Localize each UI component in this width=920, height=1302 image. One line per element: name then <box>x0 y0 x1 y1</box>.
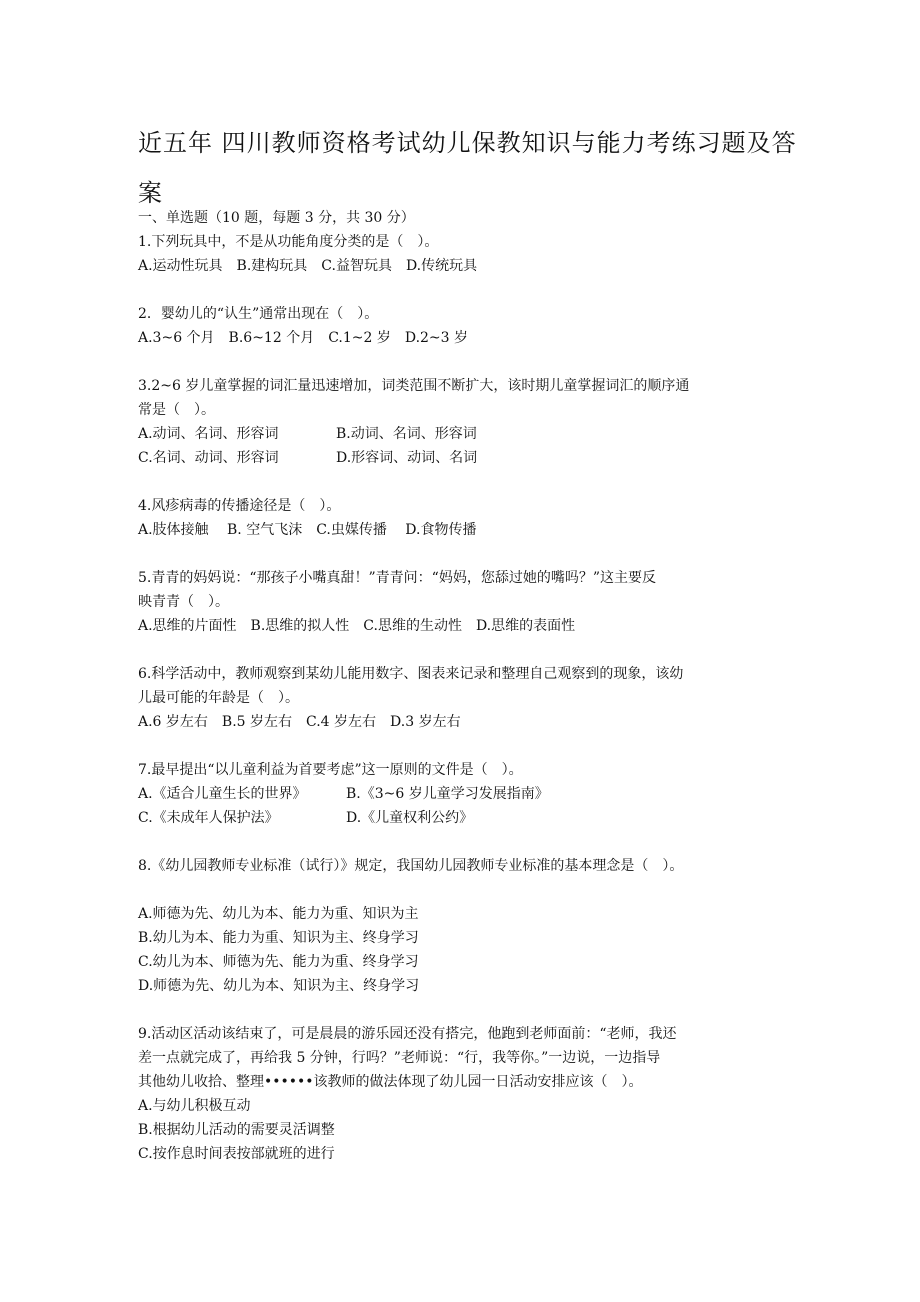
option-b: B.幼儿为本、能力为重、知识为主、终身学习 <box>138 930 419 946</box>
option-b: B.动词、名词、形容词 <box>336 426 477 442</box>
option-c: C.按作息时间表按部就班的进行 <box>138 1146 335 1162</box>
document-title: 近五年 四川教师资格考试幼儿保教知识与能力考练习题及答案 <box>138 129 797 207</box>
question-stem: 7.最早提出“以儿童利益为首要考虑”这一原则的文件是（ ）。 <box>138 762 523 778</box>
question-stem: 1.下列玩具中，不是从功能角度分类的是（ ）。 <box>138 234 439 250</box>
question-options-row <box>138 782 798 806</box>
question-options: A.思维的片面性 B.思维的拟人性 C.思维的生动性 D.思维的表面性 <box>138 618 576 634</box>
option-b: B.《3~6 岁儿童学习发展指南》 <box>346 786 549 802</box>
question-options-row <box>138 446 798 470</box>
section-heading: 一、单选题（10 题，每题 3 分，共 30 分） <box>138 210 415 226</box>
question-stem: 6.科学活动中，教师观察到某幼儿能用数字、图表来记录和整理自己观察到的现象，该幼 <box>138 666 684 682</box>
option-c: C.《未成年人保护法》 <box>138 810 279 826</box>
option-b: B.根据幼儿活动的需要灵活调整 <box>138 1122 335 1138</box>
question-stem: 9.活动区活动该结束了，可是晨晨的游乐园还没有搭完，他跑到老师面前：“老师，我还 <box>138 1026 677 1042</box>
question-options: A.3~6 个月 B.6~12 个月 C.1~2 岁 D.2~3 岁 <box>138 330 469 346</box>
question-options: A.肢体接触 B. 空气飞沫 C.虫媒传播 D.食物传播 <box>138 522 477 538</box>
question-options: A.运动性玩具 B.建构玩具 C.益智玩具 D.传统玩具 <box>138 258 478 274</box>
question-4 <box>138 494 798 542</box>
question-stem: 5.青青的妈妈说：“那孩子小嘴真甜！”青青问：“妈妈，您舔过她的嘴吗？”这主要反 <box>138 570 656 586</box>
question-stem: 差一点就完成了，再给我 5 分钟，行吗？”老师说：“行，我等你。”一边说，一边指导 <box>138 1050 661 1066</box>
question-9 <box>138 1022 798 1166</box>
question-8 <box>138 854 798 998</box>
option-c: C.幼儿为本、师德为先、能力为重、终身学习 <box>138 954 419 970</box>
question-stem: 8.《幼儿园教师专业标准（试行）》规定，我国幼儿园教师专业标准的基本理念是（ ）。 <box>138 858 684 874</box>
question-stem: 3.2~6 岁儿童掌握的词汇量迅速增加，词类范围不断扩大，该时期儿童掌握词汇的顺序通 <box>138 378 690 394</box>
question-2 <box>138 302 798 350</box>
question-3 <box>138 374 798 470</box>
question-stem: 其他幼儿收拾、整理••••••该教师的做法体现了幼儿园一日活动安排应该（ ）。 <box>138 1074 643 1090</box>
question-stem: 4.风疹病毒的传播途径是（ ）。 <box>138 498 341 514</box>
option-d: D.师德为先、幼儿为本、知识为主、终身学习 <box>138 978 420 994</box>
question-stem: 2．婴幼儿的“认生”通常出现在（ ）。 <box>138 306 379 322</box>
question-stem: 儿最可能的年龄是（ ）。 <box>138 690 299 706</box>
option-a: A.师德为先、幼儿为本、能力为重、知识为主 <box>138 906 419 922</box>
question-6 <box>138 662 798 734</box>
option-d: D.《儿童权利公约》 <box>346 810 474 826</box>
option-c: C.名词、动词、形容词 <box>138 450 279 466</box>
option-d: D.形容词、动词、名词 <box>336 450 478 466</box>
option-a: A.与幼儿积极互动 <box>138 1098 251 1114</box>
question-options-row <box>138 806 798 830</box>
option-a: A.《适合儿童生长的世界》 <box>138 786 307 802</box>
question-5 <box>138 566 798 638</box>
question-options: A.6 岁左右 B.5 岁左右 C.4 岁左右 D.3 岁左右 <box>138 714 461 730</box>
question-stem: 映青青（ ）。 <box>138 594 229 610</box>
question-7 <box>138 758 798 830</box>
option-a: A.动词、名词、形容词 <box>138 426 279 442</box>
question-1 <box>138 230 798 278</box>
question-options-row <box>138 422 798 446</box>
document-body <box>138 206 798 1166</box>
question-stem: 常是（ ）。 <box>138 402 215 418</box>
